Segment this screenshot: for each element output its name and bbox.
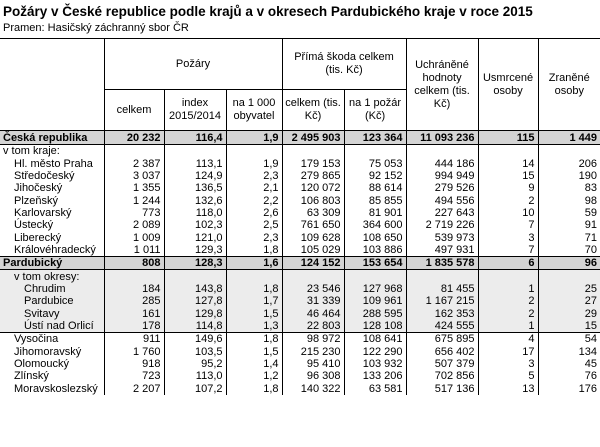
table-row	[0, 270, 600, 283]
cell-value: 161	[104, 307, 164, 319]
cell-value: 176	[538, 383, 600, 395]
cell-value: 95,2	[164, 358, 226, 370]
header-pozary-celkem: celkem	[104, 90, 164, 131]
cell-value: 288 595	[344, 307, 406, 319]
table-row	[0, 131, 600, 145]
cell-value: 1 449	[538, 131, 600, 145]
cell-value: 994 949	[406, 170, 478, 182]
cell-value: 25	[538, 283, 600, 295]
table-row	[0, 207, 600, 219]
cell-value: 761 650	[282, 219, 344, 231]
cell-value: 5	[478, 370, 538, 382]
row-label: Plzeňský	[14, 194, 59, 207]
table-row	[0, 182, 600, 194]
cell-value: 424 555	[406, 320, 478, 333]
cell-value	[226, 270, 282, 283]
cell-value: 20 232	[104, 131, 164, 145]
row-label: Česká republika	[0, 131, 104, 145]
cell-value: 85 855	[344, 194, 406, 206]
cell-value: 1 760	[104, 346, 164, 358]
cell-value: 279 865	[282, 170, 344, 182]
cell-value: 29	[538, 307, 600, 319]
cell-value: 102,3	[164, 219, 226, 231]
header-pozary-na1000: na 1 000 obyvatel	[226, 90, 282, 131]
cell-value	[406, 145, 478, 158]
cell-value: 2 089	[104, 219, 164, 231]
cell-value: 81 455	[406, 283, 478, 295]
cell-value: 127 968	[344, 283, 406, 295]
cell-value	[478, 270, 538, 283]
cell-value: 1,6	[226, 257, 282, 270]
cell-value: 1,8	[226, 244, 282, 257]
cell-value: 215 230	[282, 346, 344, 358]
cell-value	[538, 270, 600, 283]
cell-value: 162 353	[406, 307, 478, 319]
cell-value	[164, 270, 226, 283]
cell-value: 723	[104, 370, 164, 382]
cell-value: 1 011	[104, 244, 164, 257]
row-label: Olomoucký	[14, 358, 70, 371]
cell-value: 2	[478, 307, 538, 319]
cell-value: 91	[538, 219, 600, 231]
page-title: Požáry v České republice podle krajů a v okresech Pardubického kraje v roce 2015	[3, 4, 533, 19]
cell-value: 129,3	[164, 244, 226, 257]
cell-value: 3 037	[104, 170, 164, 182]
table-row	[0, 320, 600, 333]
cell-value: 1,5	[226, 346, 282, 358]
cell-value: 1,7	[226, 295, 282, 307]
cell-value: 1 009	[104, 231, 164, 243]
cell-value: 285	[104, 295, 164, 307]
table-row	[0, 219, 600, 231]
cell-value: 918	[104, 358, 164, 370]
cell-value: 702 856	[406, 370, 478, 382]
cell-value: 14	[478, 157, 538, 169]
cell-value	[478, 145, 538, 158]
cell-value: 539 973	[406, 231, 478, 243]
row-label: Jihomoravský	[14, 345, 82, 358]
cell-value: 2 719 226	[406, 219, 478, 231]
cell-value: 4	[478, 333, 538, 346]
header-skoda: Přímá škoda celkem (tis. Kč)	[282, 39, 406, 90]
row-label: Karlovarský	[14, 206, 72, 219]
cell-value	[344, 145, 406, 158]
cell-value: 178	[104, 320, 164, 333]
cell-value: 127,8	[164, 295, 226, 307]
row-label: Pardubický	[0, 257, 104, 270]
header-uchranene: Uchráněné hodnoty celkem (tis. Kč)	[406, 39, 478, 131]
row-label: Královéhradecký	[14, 243, 96, 256]
cell-value: 497 931	[406, 244, 478, 257]
cell-value: 17	[478, 346, 538, 358]
cell-value: 98 972	[282, 333, 344, 346]
cell-value: 128 108	[344, 320, 406, 333]
cell-value: 124 152	[282, 257, 344, 270]
cell-value: 2 387	[104, 157, 164, 169]
cell-value: 3	[478, 358, 538, 370]
table-row	[0, 383, 600, 395]
cell-value: 109 628	[282, 231, 344, 243]
cell-value	[164, 145, 226, 158]
row-label: v tom okresy:	[0, 270, 104, 283]
cell-value: 911	[104, 333, 164, 346]
row-label: Svitavy	[0, 307, 104, 319]
header-skoda-na1: na 1 požár (Kč)	[344, 90, 406, 131]
cell-value: 2 495 903	[282, 131, 344, 145]
cell-value: 124,9	[164, 170, 226, 182]
cell-value: 1 167 215	[406, 295, 478, 307]
cell-value: 2,5	[226, 219, 282, 231]
row-label: Středočeský	[14, 169, 75, 182]
header-usmrcene: Usmrcené osoby	[478, 39, 538, 131]
table-row	[0, 194, 600, 206]
cell-value	[406, 270, 478, 283]
cell-value: 115	[478, 131, 538, 145]
cell-value: 121,0	[164, 231, 226, 243]
cell-value	[538, 145, 600, 158]
cell-value: 63 309	[282, 207, 344, 219]
cell-value: 76	[538, 370, 600, 382]
table-row	[0, 170, 600, 182]
row-label: Vysočina	[14, 333, 59, 346]
cell-value: 149,6	[164, 333, 226, 346]
cell-value: 140 322	[282, 383, 344, 395]
header-pozary-index: index 2015/2014	[164, 90, 226, 131]
cell-value: 1	[478, 283, 538, 295]
cell-value: 11 093 236	[406, 131, 478, 145]
cell-value: 773	[104, 207, 164, 219]
cell-value: 132,6	[164, 194, 226, 206]
cell-value: 15	[538, 320, 600, 333]
table-row	[0, 346, 600, 358]
cell-value: 1,9	[226, 157, 282, 169]
cell-value: 190	[538, 170, 600, 182]
cell-value: 134	[538, 346, 600, 358]
cell-value: 81 901	[344, 207, 406, 219]
cell-value: 45	[538, 358, 600, 370]
cell-value: 54	[538, 333, 600, 346]
cell-value: 31 339	[282, 295, 344, 307]
cell-value: 3	[478, 231, 538, 243]
row-label: Jihočeský	[14, 182, 63, 195]
cell-value: 108 650	[344, 231, 406, 243]
cell-value: 59	[538, 207, 600, 219]
cell-value: 184	[104, 283, 164, 295]
row-label: Liberecký	[14, 231, 62, 244]
cell-value: 120 072	[282, 182, 344, 194]
cell-value: 1	[478, 320, 538, 333]
cell-value	[104, 270, 164, 283]
cell-value: 1,8	[226, 383, 282, 395]
cell-value: 364 600	[344, 219, 406, 231]
cell-value: 63 581	[344, 383, 406, 395]
table-row	[0, 333, 600, 346]
header-skoda-celkem: celkem (tis. Kč)	[282, 90, 344, 131]
cell-value	[282, 145, 344, 158]
cell-value: 118,0	[164, 207, 226, 219]
cell-value: 13	[478, 383, 538, 395]
row-label: Ústí nad Orlicí	[0, 320, 104, 333]
cell-value: 10	[478, 207, 538, 219]
cell-value: 105 029	[282, 244, 344, 257]
cell-value: 98	[538, 194, 600, 206]
cell-value	[104, 145, 164, 158]
table-row	[0, 307, 600, 319]
cell-value: 2	[478, 194, 538, 206]
cell-value: 1,4	[226, 358, 282, 370]
cell-value: 2,6	[226, 207, 282, 219]
cell-value: 2,3	[226, 170, 282, 182]
table-row	[0, 145, 600, 158]
table-row	[0, 370, 600, 382]
cell-value: 675 895	[406, 333, 478, 346]
cell-value: 136,5	[164, 182, 226, 194]
cell-value: 106 803	[282, 194, 344, 206]
cell-value: 2,3	[226, 231, 282, 243]
cell-value: 2 207	[104, 383, 164, 395]
cell-value: 113,1	[164, 157, 226, 169]
cell-value: 103 932	[344, 358, 406, 370]
source-note: Pramen: Hasičský záchranný sbor ČR	[3, 22, 189, 34]
cell-value: 227 643	[406, 207, 478, 219]
cell-value	[226, 145, 282, 158]
cell-value: 1,3	[226, 320, 282, 333]
cell-value: 27	[538, 295, 600, 307]
cell-value: 107,2	[164, 383, 226, 395]
cell-value: 2	[478, 295, 538, 307]
cell-value: 7	[478, 244, 538, 257]
cell-value: 95 410	[282, 358, 344, 370]
cell-value: 507 379	[406, 358, 478, 370]
cell-value: 75 053	[344, 157, 406, 169]
table-row	[0, 244, 600, 257]
header-region	[0, 39, 104, 131]
cell-value: 9	[478, 182, 538, 194]
table-row	[0, 358, 600, 370]
fires-table	[0, 38, 600, 395]
cell-value: 15	[478, 170, 538, 182]
cell-value: 46 464	[282, 307, 344, 319]
cell-value: 71	[538, 231, 600, 243]
cell-value: 92 152	[344, 170, 406, 182]
cell-value: 2,1	[226, 182, 282, 194]
cell-value: 22 803	[282, 320, 344, 333]
row-label: Pardubice	[0, 295, 104, 307]
cell-value	[344, 270, 406, 283]
table-row	[0, 295, 600, 307]
cell-value: 179 153	[282, 157, 344, 169]
cell-value: 1,5	[226, 307, 282, 319]
cell-value: 103,5	[164, 346, 226, 358]
cell-value: 143,8	[164, 283, 226, 295]
cell-value: 279 526	[406, 182, 478, 194]
row-label: Chrudim	[0, 283, 104, 295]
header-zranene: Zraněné osoby	[538, 39, 600, 131]
cell-value: 133 206	[344, 370, 406, 382]
cell-value: 808	[104, 257, 164, 270]
cell-value: 108 641	[344, 333, 406, 346]
cell-value: 444 186	[406, 157, 478, 169]
cell-value: 113,0	[164, 370, 226, 382]
cell-value: 129,8	[164, 307, 226, 319]
cell-value: 656 402	[406, 346, 478, 358]
cell-value: 114,8	[164, 320, 226, 333]
table-row	[0, 157, 600, 169]
cell-value: 1 355	[104, 182, 164, 194]
cell-value: 1 244	[104, 194, 164, 206]
cell-value: 1 835 578	[406, 257, 478, 270]
cell-value	[282, 270, 344, 283]
row-label: Zlínský	[14, 370, 49, 383]
header-pozary: Požáry	[104, 39, 282, 90]
cell-value: 153 654	[344, 257, 406, 270]
cell-value: 1,9	[226, 131, 282, 145]
cell-value: 96 308	[282, 370, 344, 382]
cell-value: 116,4	[164, 131, 226, 145]
cell-value: 2,2	[226, 194, 282, 206]
cell-value: 96	[538, 257, 600, 270]
cell-value: 123 364	[344, 131, 406, 145]
cell-value: 122 290	[344, 346, 406, 358]
cell-value: 70	[538, 244, 600, 257]
table-row	[0, 257, 600, 270]
cell-value: 128,3	[164, 257, 226, 270]
cell-value: 206	[538, 157, 600, 169]
row-label: Moravskoslezský	[14, 382, 98, 395]
cell-value: 23 546	[282, 283, 344, 295]
cell-value: 109 961	[344, 295, 406, 307]
cell-value: 83	[538, 182, 600, 194]
cell-value: 1,2	[226, 370, 282, 382]
cell-value: 6	[478, 257, 538, 270]
cell-value: 88 614	[344, 182, 406, 194]
cell-value: 494 556	[406, 194, 478, 206]
cell-value: 1,8	[226, 283, 282, 295]
cell-value: 1,8	[226, 333, 282, 346]
cell-value: 103 886	[344, 244, 406, 257]
row-label: Hl. město Praha	[14, 157, 93, 170]
cell-value: 7	[478, 219, 538, 231]
table-row	[0, 283, 600, 295]
row-label: v tom kraje:	[3, 145, 60, 158]
row-label: Ústecký	[14, 219, 54, 232]
cell-value: 517 136	[406, 383, 478, 395]
table-row	[0, 231, 600, 243]
